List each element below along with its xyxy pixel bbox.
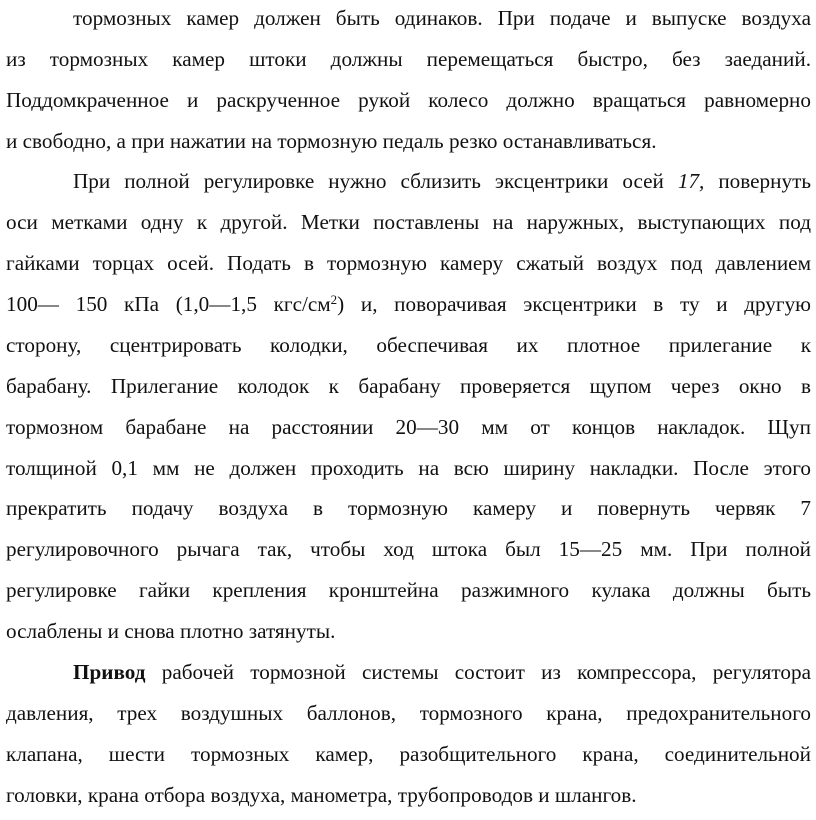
text-line: давления, трех воздушных баллонов, тормозного крана, предохранительного bbox=[6, 701, 811, 725]
text-run: При полной регулировке нужно сблизить эксцентрики осей bbox=[73, 169, 678, 193]
text-run: ) и, поворачивая эксцентрики в ту и другую bbox=[337, 292, 811, 316]
superscript: 2 bbox=[330, 292, 338, 307]
text-line: толщиной 0,1 мм не должен проходить на всю ширину накладки. После этого bbox=[6, 456, 811, 480]
text-line: сторону, сцентрировать колодки, обеспечивая их плотное прилегание к bbox=[6, 333, 811, 357]
text-line: гайками торцах осей. Подать в тормозную камеру сжатый воздух под давлением bbox=[6, 251, 811, 275]
text-run: 100— 150 кПа (1,0—1,5 кгс/см bbox=[6, 292, 331, 316]
text-line: из тормозных камер штоки должны перемещаться быстро, без заеданий. bbox=[6, 47, 811, 71]
text-line: прекратить подачу воздуха в тормозную камеру и повернуть червяк 7 bbox=[6, 496, 811, 520]
text-line: головки, крана отбора воздуха, манометра, трубопроводов и шлангов. bbox=[6, 783, 637, 807]
text-line: барабану. Прилегание колодок к барабану проверяется щупом через окно в bbox=[6, 374, 811, 398]
text-line: тормозных камер должен быть одинаков. При подаче и выпуске воздуха bbox=[73, 6, 811, 30]
bold-term: Привод bbox=[73, 660, 146, 684]
text-line bbox=[73, 654, 811, 690]
text-line bbox=[73, 163, 811, 199]
text-line: регулировочного рычага так, чтобы ход штока был 15—25 мм. При полной bbox=[6, 537, 811, 561]
text-run: рабочей тормозной системы состоит из компрессора, регулятора bbox=[145, 660, 811, 684]
text-line: Поддомкраченное и раскрученное рукой колесо должно вращаться равномерно bbox=[6, 88, 811, 112]
text-line: и свободно, а при нажатии на тормозную педаль резко останавливаться. bbox=[6, 129, 657, 153]
text-run: повернуть bbox=[704, 169, 811, 193]
text-line bbox=[6, 286, 811, 322]
text-line: тормозном барабане на расстоянии 20—30 мм от концов накладок. Щуп bbox=[6, 415, 811, 439]
text-line: клапана, шести тормозных камер, разобщительного крана, соединительной bbox=[6, 742, 811, 766]
text-line: регулировке гайки крепления кронштейна разжимного кулака должны быть bbox=[6, 578, 811, 602]
italic-reference-number: 17, bbox=[677, 169, 705, 193]
text-line: ослаблены и снова плотно затянуты. bbox=[6, 619, 336, 643]
text-line: оси метками одну к другой. Метки поставлены на наружных, выступающих под bbox=[6, 210, 811, 234]
